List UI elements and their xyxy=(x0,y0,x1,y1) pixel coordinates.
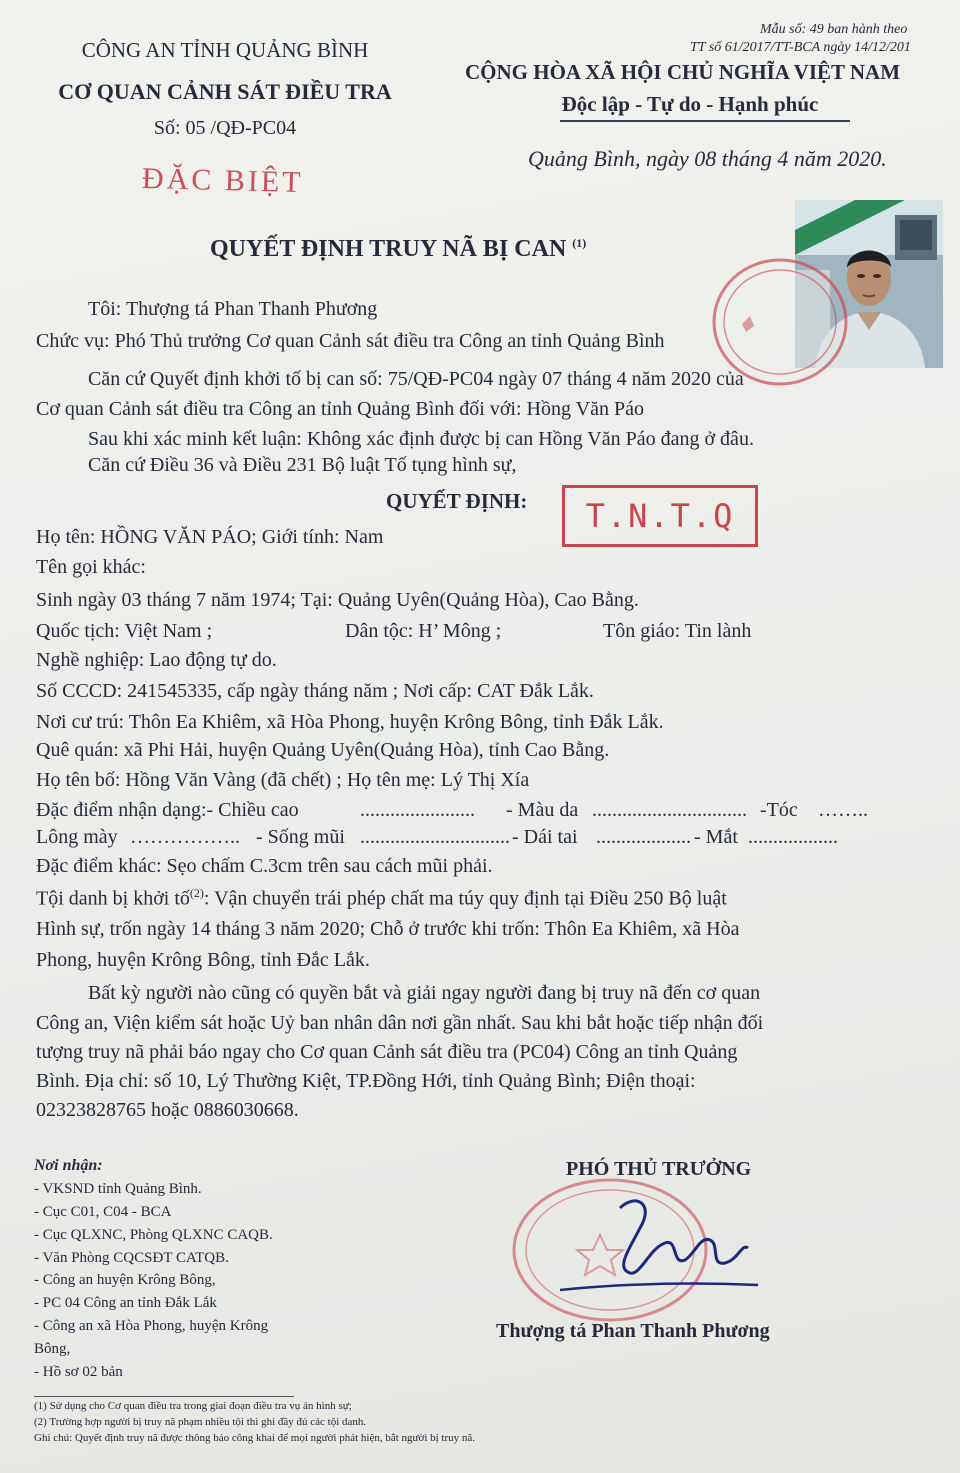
place-date: Quảng Bình, ngày 08 tháng 4 năm 2020. xyxy=(528,146,887,171)
suspect-birth: Sinh ngày 03 tháng 7 năm 1974; Tại: Quảng Uyên(Quảng Hòa), Cao Bằng. xyxy=(36,589,639,611)
suspect-name: Họ tên: HỒNG VĂN PÁO; Giới tính: Nam xyxy=(36,526,384,548)
features-skin-dots: ............................... xyxy=(592,799,747,821)
notice-line-1: Bất kỳ người nào cũng có quyền bắt và giải ngay người đang bị truy nã đến cơ quan xyxy=(88,982,761,1004)
charge-line-1 xyxy=(36,886,727,911)
basis1-line-a: Căn cứ Quyết định khởi tố bị can số: 75/QĐ-PC04 ngày 07 tháng 4 năm 2020 của xyxy=(88,368,744,390)
signature-scribble xyxy=(560,1188,760,1308)
suspect-occupation: Nghề nghiệp: Lao động tự do. xyxy=(36,649,277,671)
recipient-item: - Công an huyện Krông Bông, xyxy=(34,1272,216,1288)
suspect-id-card: Số CCCD: 241545335, cấp ngày tháng năm ; Nơi cấp: CAT Đắk Lắk. xyxy=(36,680,594,702)
tntq-stamp: T.N.T.Q xyxy=(562,485,758,547)
other-features: Đặc điểm khác: Sẹo chấm C.3cm trên sau cách mũi phải. xyxy=(36,855,493,877)
recipient-item: - Hồ sơ 02 bản xyxy=(34,1364,123,1380)
charge-text-1: : Vận chuyển trái phép chất ma túy quy định tại Điều 250 Bộ luật xyxy=(203,887,727,910)
features-eyes-dots: .................. xyxy=(748,826,838,848)
recipient-item: - Cục QLXNC, Phòng QLXNC CAQB. xyxy=(34,1227,273,1243)
features-eyes: - Mắt xyxy=(694,826,738,848)
recipient-item: - VKSND tỉnh Quảng Bình. xyxy=(34,1181,202,1197)
basis3-line: Căn cứ Điều 36 và Điều 231 Bộ luật Tố tụng hình sự, xyxy=(88,454,517,476)
suspect-parents: Họ tên bố: Hồng Văn Vàng (đã chết) ; Họ tên mẹ: Lý Thị Xía xyxy=(36,769,530,791)
form-note-line1: Mẫu số: 49 ban hành theo xyxy=(760,22,908,37)
suspect-hometown: Quê quán: xã Phi Hải, huyện Quảng Uyên(Quảng Hòa), tỉnh Cao Bằng. xyxy=(36,739,610,761)
footnote-1: (1) Sử dụng cho Cơ quan điều tra trong giai đoạn điều tra vụ án hình sự; xyxy=(34,1400,352,1412)
features-nose: - Sống mũi xyxy=(256,826,345,848)
features-eyebrow: Lông mày xyxy=(36,826,118,848)
notice-line-2: Công an, Viện kiểm sát hoặc Uỷ ban nhân dân nơi gần nhất. Sau khi bắt hoặc tiếp nhận đối xyxy=(36,1012,764,1034)
document-title xyxy=(210,236,586,263)
department-name: CƠ QUAN CẢNH SÁT ĐIỀU TRA xyxy=(58,79,392,104)
features-height: Đặc điểm nhận dạng:- Chiều cao xyxy=(36,799,299,821)
decision-heading: QUYẾT ĐỊNH: xyxy=(386,489,528,513)
title-footnote-ref: (1) xyxy=(572,236,587,250)
recipient-item: - PC 04 Công an tỉnh Đắk Lắk xyxy=(34,1295,217,1311)
features-skin: - Màu da xyxy=(506,799,579,821)
special-stamp: ĐẶC BIỆT xyxy=(141,161,304,200)
position-line: Chức vụ: Phó Thủ trưởng Cơ quan Cảnh sát điều tra Công an tỉnh Quảng Bình xyxy=(36,330,665,352)
features-nose-dots: .............................. xyxy=(360,826,510,848)
national-motto: Độc lập - Tự do - Hạnh phúc xyxy=(561,92,819,116)
agency-name: CÔNG AN TỈNH QUẢNG BÌNH xyxy=(81,38,369,62)
officer-line: Tôi: Thượng tá Phan Thanh Phương xyxy=(88,298,378,320)
document-title-text: QUYẾT ĐỊNH TRUY NÃ BỊ CAN xyxy=(210,236,567,262)
basis1-line-b: Cơ quan Cảnh sát điều tra Công an tỉnh Quảng Bình đối với: Hồng Văn Páo xyxy=(36,398,644,420)
features-hair-dots: …….. xyxy=(818,799,868,821)
charge-footnote-ref: (2) xyxy=(189,886,204,900)
signer-name: Thượng tá Phan Thanh Phương xyxy=(496,1320,770,1342)
charge-line-3: Phong, huyện Krông Bông, tỉnh Đắc Lắk. xyxy=(36,949,370,971)
features-earlobe: - Dái tai xyxy=(512,826,578,848)
features-hair: -Tóc xyxy=(760,799,798,821)
recipient-item: Bông, xyxy=(34,1341,71,1357)
footnote-2: (2) Trường hợp người bị truy nã phạm nhiều tội thì ghi đầy đủ các tội danh. xyxy=(34,1416,367,1428)
basis2-line: Sau khi xác minh kết luận: Không xác định được bị can Hồng Văn Páo đang ở đâu. xyxy=(88,428,754,450)
features-eyebrow-dots: …………….. xyxy=(130,826,240,848)
recipient-item: - Công an xã Hòa Phong, huyện Krông xyxy=(34,1318,269,1334)
motto-underline xyxy=(560,120,850,122)
recipient-item: - Cục C01, C04 - BCA xyxy=(34,1204,172,1220)
notice-line-3: tượng truy nã phải báo ngay cho Cơ quan Cảnh sát điều tra (PC04) Công an tỉnh Quảng xyxy=(36,1041,738,1063)
footnote-3: Ghi chú: Quyết định truy nã được thông báo công khai để mọi người phát hiện, bắt người bị truy nã. xyxy=(34,1432,476,1444)
suspect-nationality: Quốc tịch: Việt Nam ; xyxy=(36,620,213,642)
country-name: CỘNG HÒA XÃ HỘI CHỦ NGHĨA VIỆT NAM xyxy=(465,60,901,84)
suspect-religion: Tôn giáo: Tin lành xyxy=(603,620,752,642)
recipients-heading: Nơi nhận: xyxy=(34,1157,103,1174)
charge-label: Tội danh bị khởi tố xyxy=(36,887,190,910)
signature-title: PHÓ THỦ TRƯỞNG xyxy=(566,1158,752,1180)
footnote-divider xyxy=(34,1396,294,1397)
notice-line-5: 02323828765 hoặc 0886030668. xyxy=(36,1099,299,1121)
notice-line-4: Bình. Địa chỉ: số 10, Lý Thường Kiệt, TP.Đồng Hới, tỉnh Quảng Bình; Điện thoại: xyxy=(36,1070,696,1092)
suspect-alias: Tên gọi khác: xyxy=(36,556,146,578)
suspect-ethnicity: Dân tộc: H’ Mông ; xyxy=(345,620,502,642)
suspect-residence: Nơi cư trú: Thôn Ea Khiêm, xã Hòa Phong, huyện Krông Bông, tỉnh Đắk Lắk. xyxy=(36,711,664,733)
document-number: Số: 05 /QĐ-PC04 xyxy=(153,117,297,139)
charge-line-2: Hình sự, trốn ngày 14 tháng 3 năm 2020; Chỗ ở trước khi trốn: Thôn Ea Khiêm, xã Hòa xyxy=(36,918,740,940)
recipient-item: - Văn Phòng CQCSĐT CATQB. xyxy=(34,1250,229,1266)
form-note-line2: TT số 61/2017/TT-BCA ngày 14/12/201 xyxy=(690,40,911,55)
features-earlobe-dots: ................... xyxy=(596,826,691,848)
features-height-dots: ....................... xyxy=(360,799,475,821)
